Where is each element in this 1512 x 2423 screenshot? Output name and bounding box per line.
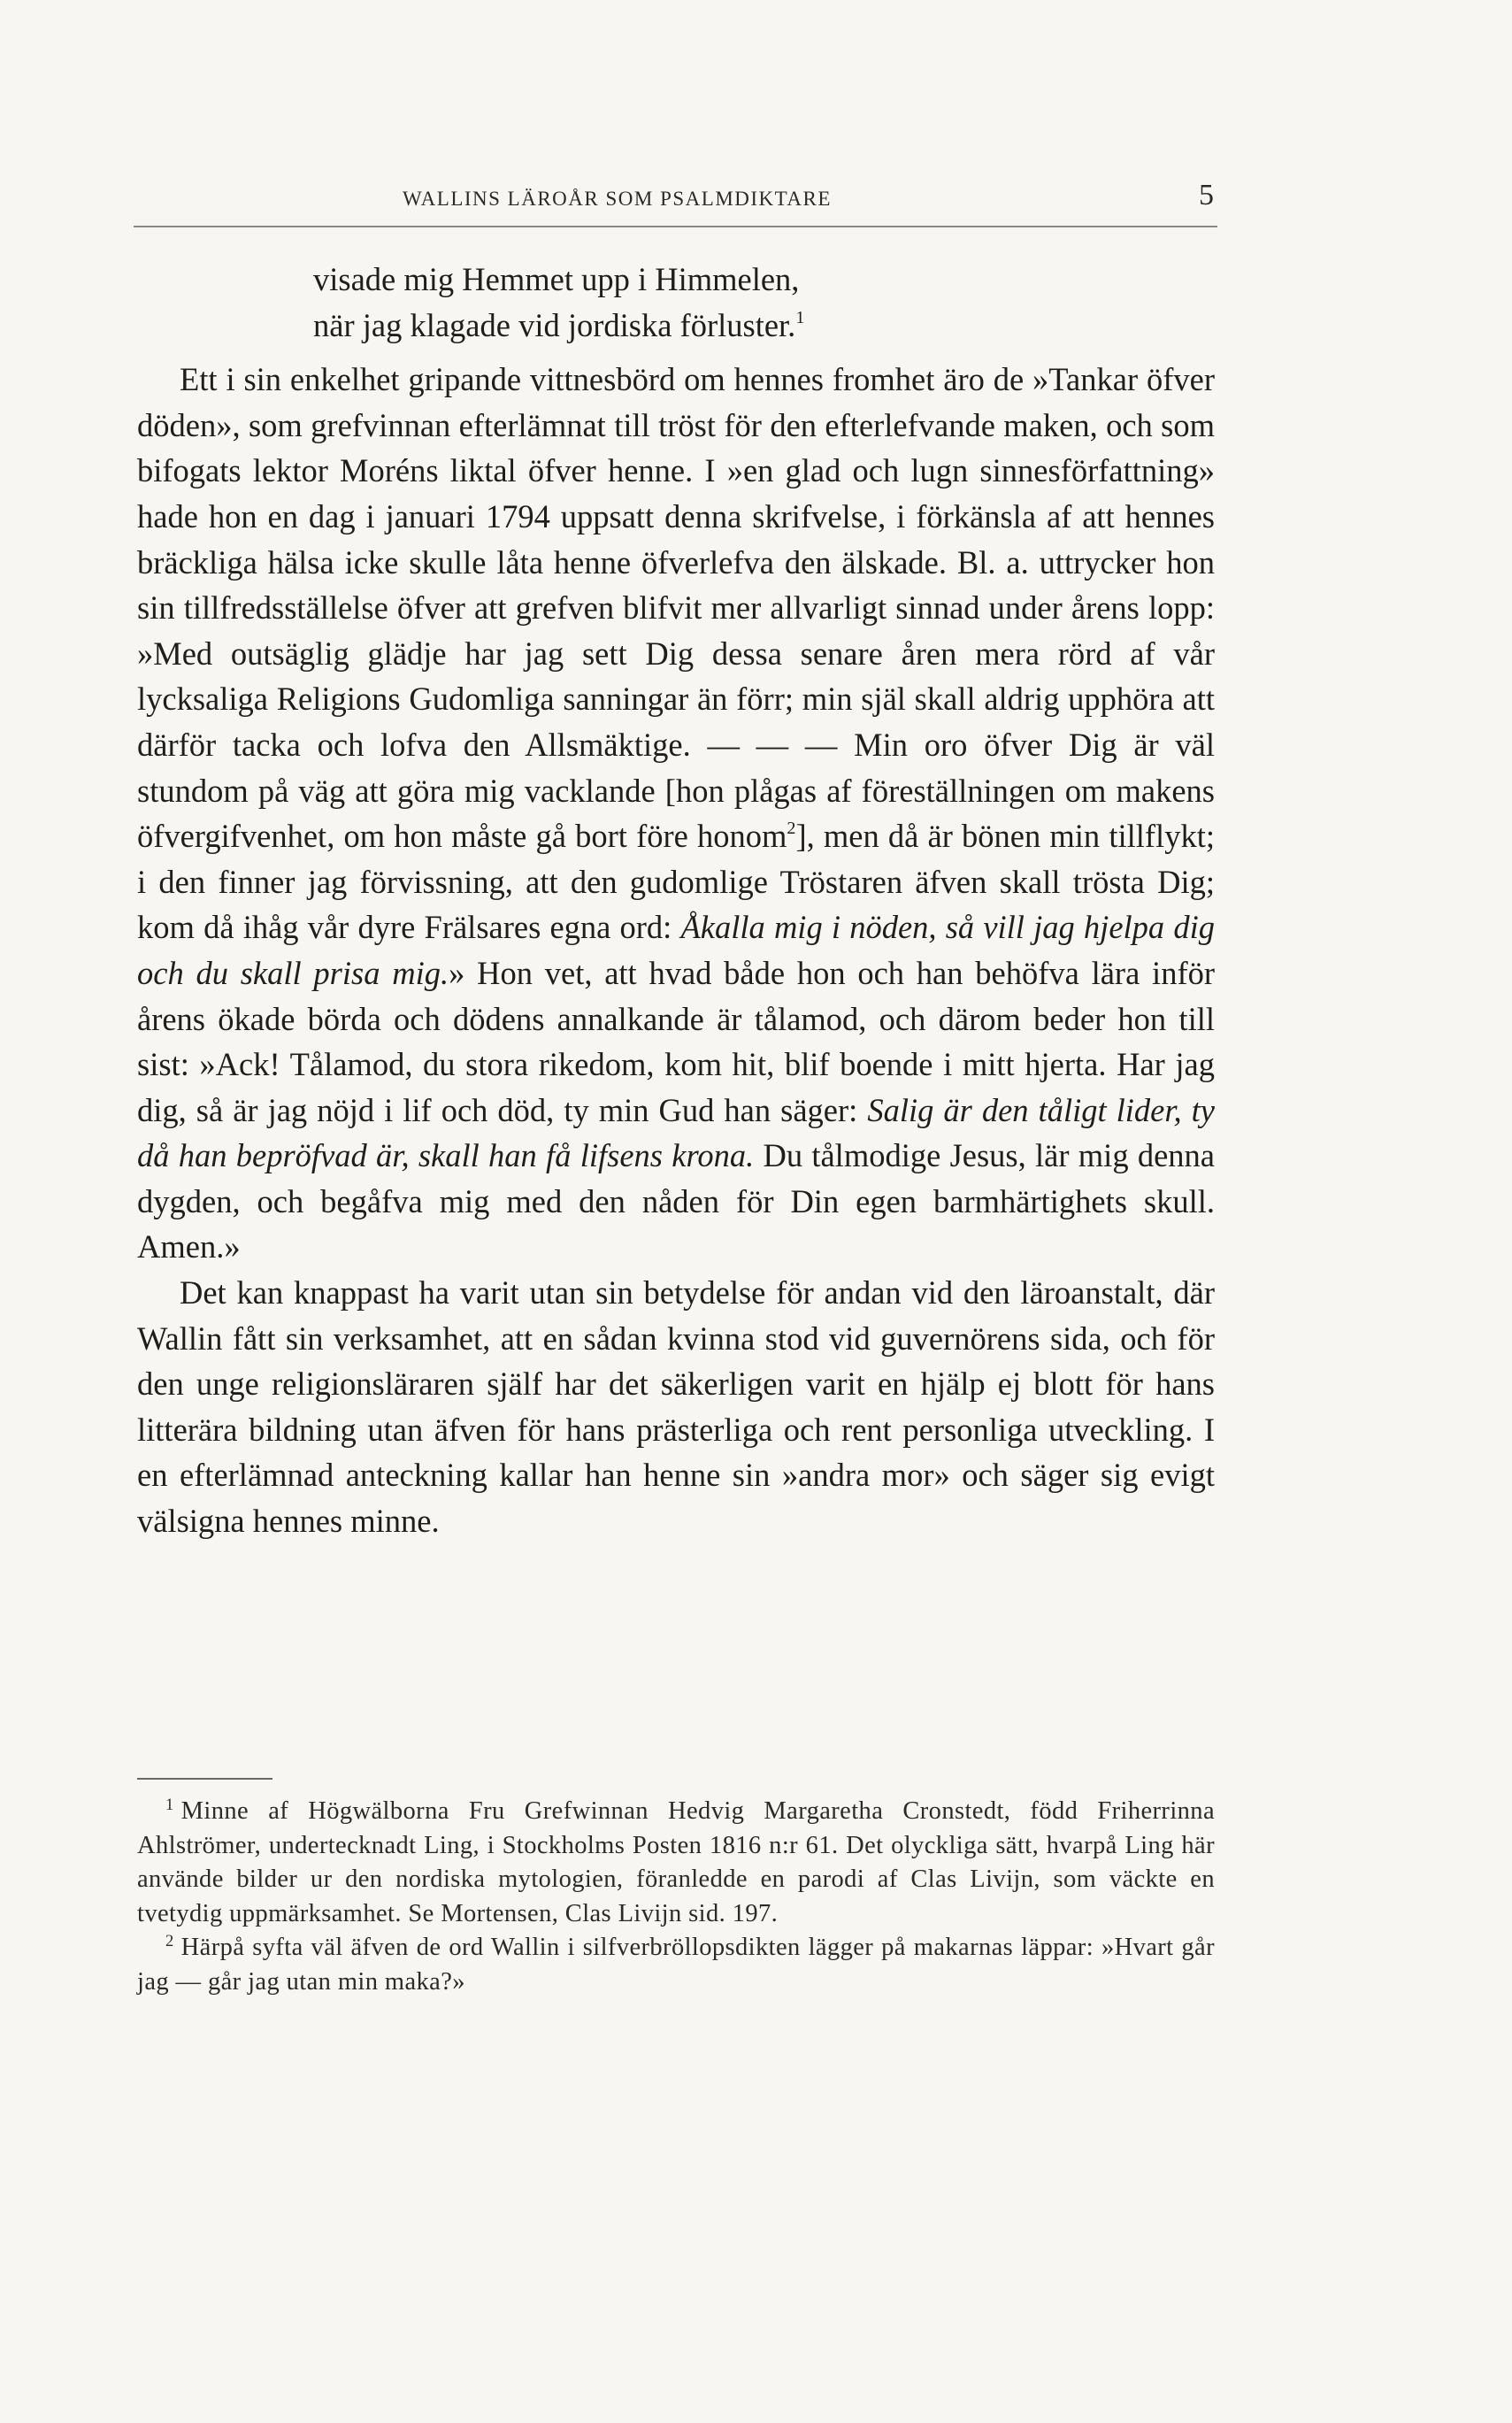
footnote-ref-2: 2 bbox=[787, 819, 796, 839]
footnote-text-1: Minne af Högwälborna Fru Grefwinnan Hedvig Margaretha Cronstedt, född Friherrinna Ahlströmer, undertecknadt Ling, i Stockholms Posten 1816 n:r 61. Det olyckliga sätt, hvarpå Ling här använde bilder ur den nordiska mytologien, föranledde en parodi af Clas Livijn, som väckte en tvetydig uppmärksamhet. Se Mortensen, Clas Livijn sid. 197. bbox=[137, 1797, 1215, 1927]
paragraph-1-part-4: Du tålmodige Jesus, lär mig denna dygden, och begåfva mig med den nåden för Din egen barmhärtighets skull. Amen.» bbox=[137, 1137, 1215, 1265]
paragraph-1-part-1: Ett i sin enkelhet gripande vittnesbörd om hennes fromhet äro de »Tankar öfver döden», som grefvinnan efterlämnat till tröst för den efterlefvande maken, och som bifogats lektor Moréns liktal öfver henne. I »en glad och lugn sinnesförfattning» hade hon en dag i januari 1794 uppsatt denna skrifvelse, i förkänsla af att hennes bräckliga hälsa icke skulle låta henne öfverlefva den älskade. Bl. a. uttrycker hon sin tillfredsställelse öfver att grefven blifvit mer allvarligt sinnad under årens lopp: »Med outsäglig glädje har jag sett Dig dessa senare åren mera rörd af vår lycksaliga Religions Gudomliga sanningar än förr; min själ skall aldrig upphöra att därför tacka och lofva den Allsmäktige. — — — Min oro öfver Dig är väl stundom på väg att göra mig vacklande [hon plågas af föreställningen om makens öfvergifvenhet, om hon måste gå bort före honom bbox=[137, 361, 1215, 855]
verse-line-2-text: när jag klagade vid jordiska förluster. bbox=[313, 306, 796, 343]
verse-line-1: visade mig Hemmet upp i Himmelen, bbox=[313, 261, 800, 297]
footnote-ref-1: 1 bbox=[795, 307, 805, 327]
verse-line-2 bbox=[313, 303, 1215, 349]
paragraph-2: Det kan knappast ha varit utan sin betydelse för andan vid den läroanstalt, där Wallin fått sin verksamhet, att en sådan kvinna stod vid guvernörens sida, och för den unge religionsläraren själf har det säkerligen varit en hjälp ej blott för hans litterära bildning utan äfven för hans prästerliga och rent personliga utveckling. I en efterlämnad anteckning kallar han henne sin »andra mor» och säger sig evigt välsigna hennes minne. bbox=[137, 1274, 1215, 1540]
footnote-text-2: Härpå syfta väl äfven de ord Wallin i silfverbröllopsdikten lägger på makarnas läppar: »Hvart går jag — går jag utan min maka?» bbox=[137, 1934, 1215, 1996]
italic-quote-2: Salig är den tåligt lider, ty då han bepröfvad är, skall han få lifsens krona. bbox=[137, 1091, 1216, 1174]
footnote-mark-1: 1 bbox=[165, 1795, 174, 1814]
header-rule bbox=[134, 226, 1217, 227]
paragraph-1-part-3: » Hon vet, att hvad både hon och han behöfva lära inför årens ökade börda och dödens annalkande är tålamod, och därom beder hon till sist: »Ack! Tålamod, du stora rikedom, kom hit, blif boende i mitt hjerta. Har jag dig, så är jag nöjd i lif och död, ty min Gud han säger: bbox=[137, 954, 1215, 1128]
footnote-2 bbox=[137, 1931, 1215, 1999]
running-head bbox=[186, 179, 1214, 218]
running-title: WALLINS LÄROÅR SOM PSALMDIKTARE bbox=[403, 188, 832, 210]
main-text bbox=[137, 257, 1215, 1544]
footnote-1 bbox=[137, 1795, 1215, 1931]
footnotes bbox=[137, 1795, 1215, 1999]
paragraph-1 bbox=[137, 357, 1215, 1270]
footnote-rule bbox=[137, 1778, 272, 1780]
paragraph-1-part-2: ], men då är bönen min tillflykt; i den finner jag förvissning, att den gudomlige Tröstaren äfven skall trösta Dig; kom då ihåg vår dyre Frälsares egna ord: bbox=[137, 818, 1215, 946]
verse-quote bbox=[313, 257, 1215, 348]
page-number: 5 bbox=[1199, 179, 1214, 212]
footnote-mark-2: 2 bbox=[165, 1931, 174, 1950]
italic-quote-1: Åkalla mig i nöden, så vill jag hjelpa dig och du skall prisa mig. bbox=[137, 909, 1215, 991]
